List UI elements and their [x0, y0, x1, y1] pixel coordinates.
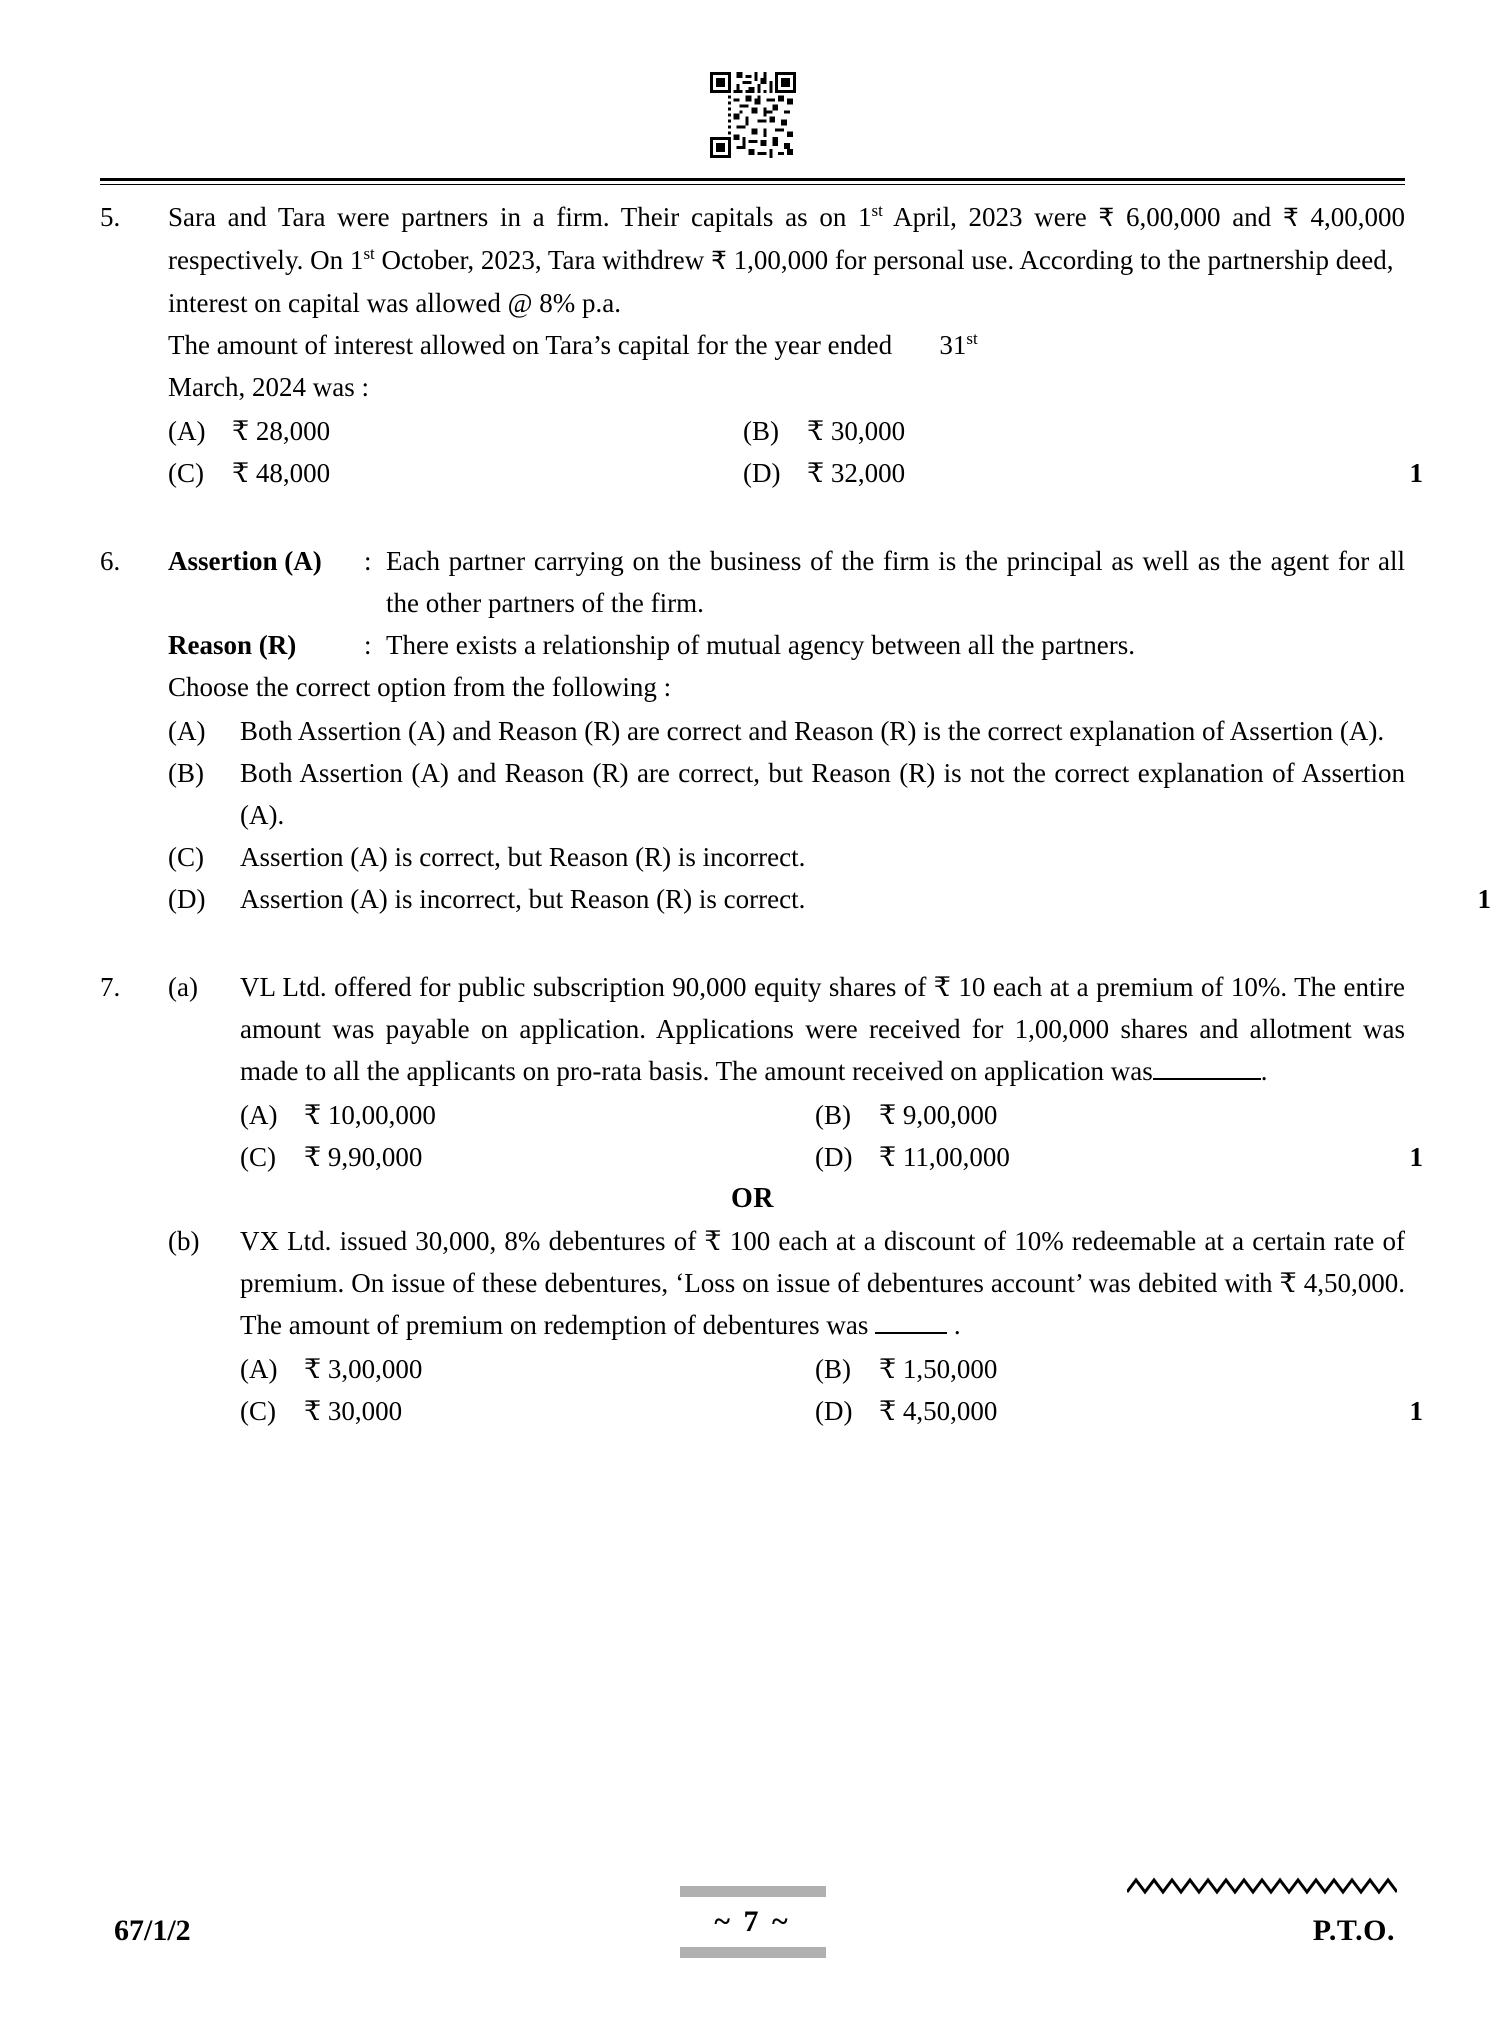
question-5-number: 5.: [100, 202, 121, 232]
question-list: [100, 196, 1491, 1432]
option-d-key: (D): [168, 884, 206, 914]
option-d[interactable]: [815, 1390, 1375, 1432]
option-d[interactable]: [815, 1136, 1375, 1178]
option-c-key: (C): [168, 458, 204, 488]
option-d-value: Assertion (A) is incorrect, but Reason (R) is correct.: [240, 884, 806, 914]
page-number: ~ 7 ~: [714, 1905, 791, 1938]
option-c-value: ₹ 9,90,000: [304, 1142, 423, 1172]
answer-blank[interactable]: [875, 1310, 947, 1334]
option-d-value: ₹ 4,50,000: [879, 1396, 998, 1426]
option-a-value: Both Assertion (A) and Reason (R) are correct and Reason (R) is the correct explanation of Assertion (A).: [240, 716, 1385, 746]
option-b-value: ₹ 1,50,000: [879, 1354, 998, 1384]
option-d-key: (D): [815, 1142, 853, 1172]
option-c-key: (C): [240, 1142, 276, 1172]
question-6-marks: 1: [1477, 884, 1491, 914]
option-row: [100, 1348, 1405, 1390]
page-footer: [100, 1852, 1405, 1962]
option-b-key: (B): [168, 758, 204, 788]
qr-code-icon: [710, 72, 796, 158]
question-5-stem: Sara and Tara were partners in a firm. Their capitals as on 1st April, 2023 were ₹ 6,00,000 and ₹ 4,00,000 respectively. On 1st October, 2023, Tara withdrew ₹ 1,00,000 for personal use. According to the partnership deed, interest on capital was allowed @ 8% p.a. The amount of interest allowed on Tara’s capital for the year ended 31st March, 2024 was :: [168, 201, 1405, 402]
option-a-key: (A): [168, 416, 206, 446]
page-number-box: [680, 1886, 826, 1958]
option-a[interactable]: [168, 410, 743, 452]
option-a[interactable]: [168, 710, 1405, 752]
option-b-value: Both Assertion (A) and Reason (R) are correct, but Reason (R) is not the correct explanation of Assertion (A).: [240, 758, 1405, 830]
option-b-value: ₹ 9,00,000: [879, 1100, 998, 1130]
choose-instruction: Choose the correct option from the following :: [168, 672, 672, 702]
option-c-key: (C): [168, 842, 204, 872]
option-d-value: ₹ 11,00,000: [879, 1142, 1010, 1172]
question-7b-marks: 1: [1409, 1396, 1423, 1426]
paper-code: 67/1/2: [114, 1914, 191, 1947]
question-7-number: 7.: [100, 972, 121, 1002]
page-bar-bottom: [680, 1947, 826, 1958]
reason-colon: :: [364, 630, 372, 660]
option-b[interactable]: [168, 752, 1405, 836]
option-a[interactable]: [240, 1348, 815, 1390]
header-divider: [100, 178, 1405, 181]
pto-label: P.T.O.: [1312, 1914, 1395, 1947]
question-5: [100, 196, 1423, 494]
question-6-options: [168, 710, 1491, 920]
reason-row: [168, 624, 1405, 666]
reason-text: There exists a relationship of mutual agency between all the partners.: [386, 630, 1135, 660]
option-b-value: ₹ 30,000: [807, 416, 906, 446]
option-b-key: (B): [815, 1100, 851, 1130]
question-5-marks: 1: [1409, 458, 1423, 488]
option-d-value: ₹ 32,000: [807, 458, 906, 488]
question-7a-text: [240, 966, 1405, 1092]
question-7b-body: VX Ltd. issued 30,000, 8% debentures of ₹ 100 each at a discount of 10% redeemable at a certain rate of premium. On issue of these debentures, ‘Loss on issue of debentures account’ was debited with ₹ 4,50,000. The amount of premium on redemption of debentures was: [240, 1226, 1405, 1340]
question-7b-options: [100, 1348, 1423, 1432]
qr-code-container: [0, 72, 1505, 158]
question-7a-body: VL Ltd. offered for public subscription 90,000 equity shares of ₹ 10 each at a premium of 10%. The entire amount was payable on application. Applications were received for 1,00,000 shares and allotment was made to all the applicants on pro-rata basis. The amount received on application was: [240, 972, 1405, 1086]
option-d-key: (D): [815, 1396, 853, 1426]
question-7a-marks: 1: [1409, 1142, 1423, 1172]
assertion-text: Each partner carrying on the business of the firm is the principal as well as the agent for all the other partners of the firm.: [386, 546, 1405, 618]
option-c-value: ₹ 30,000: [304, 1396, 403, 1426]
option-b[interactable]: [743, 410, 1303, 452]
option-c-value: Assertion (A) is correct, but Reason (R) is incorrect.: [240, 842, 806, 872]
option-row: [100, 410, 1405, 452]
or-separator: OR: [731, 1183, 774, 1214]
option-a[interactable]: [240, 1094, 815, 1136]
option-d[interactable]: [168, 878, 1491, 920]
assertion-colon: :: [364, 546, 372, 576]
option-a-key: (A): [240, 1100, 278, 1130]
question-7b-label: (b): [168, 1226, 200, 1256]
question-7b-text: [240, 1220, 1405, 1346]
assertion-row: [168, 540, 1405, 624]
option-b-key: (B): [743, 416, 779, 446]
option-b[interactable]: [815, 1094, 1375, 1136]
option-row: [100, 1390, 1423, 1432]
option-a-value: ₹ 28,000: [232, 416, 331, 446]
question-7: [100, 966, 1423, 1432]
option-row: [100, 1136, 1423, 1178]
reason-label: Reason (R): [168, 630, 297, 660]
option-a-key: (A): [240, 1354, 278, 1384]
question-6-number: 6.: [100, 546, 121, 576]
option-b[interactable]: [815, 1348, 1375, 1390]
question-7b-tail: .: [953, 1310, 961, 1340]
page-bar-top: [680, 1886, 826, 1897]
option-row: [100, 1094, 1405, 1136]
option-a-value: ₹ 3,00,000: [304, 1354, 423, 1384]
question-7a-tail: .: [1260, 1056, 1268, 1086]
option-c-key: (C): [240, 1396, 276, 1426]
option-c-value: ₹ 48,000: [232, 458, 331, 488]
option-c[interactable]: [168, 836, 1405, 878]
question-5-options: [100, 410, 1423, 494]
option-c[interactable]: [240, 1390, 815, 1432]
option-c[interactable]: [168, 452, 743, 494]
option-b-key: (B): [815, 1354, 851, 1384]
question-7a-options: [100, 1094, 1423, 1178]
option-a-value: ₹ 10,00,000: [304, 1100, 436, 1130]
assertion-label: Assertion (A): [168, 546, 322, 576]
option-d-key: (D): [743, 458, 781, 488]
question-6: [100, 540, 1491, 920]
option-d[interactable]: [743, 452, 1303, 494]
option-row: [100, 452, 1423, 494]
answer-blank[interactable]: [1153, 1056, 1261, 1080]
option-c[interactable]: [240, 1136, 815, 1178]
question-7a-label: (a): [168, 972, 198, 1002]
option-a-key: (A): [168, 716, 206, 746]
decorative-zigzag-icon: [1127, 1874, 1397, 1900]
